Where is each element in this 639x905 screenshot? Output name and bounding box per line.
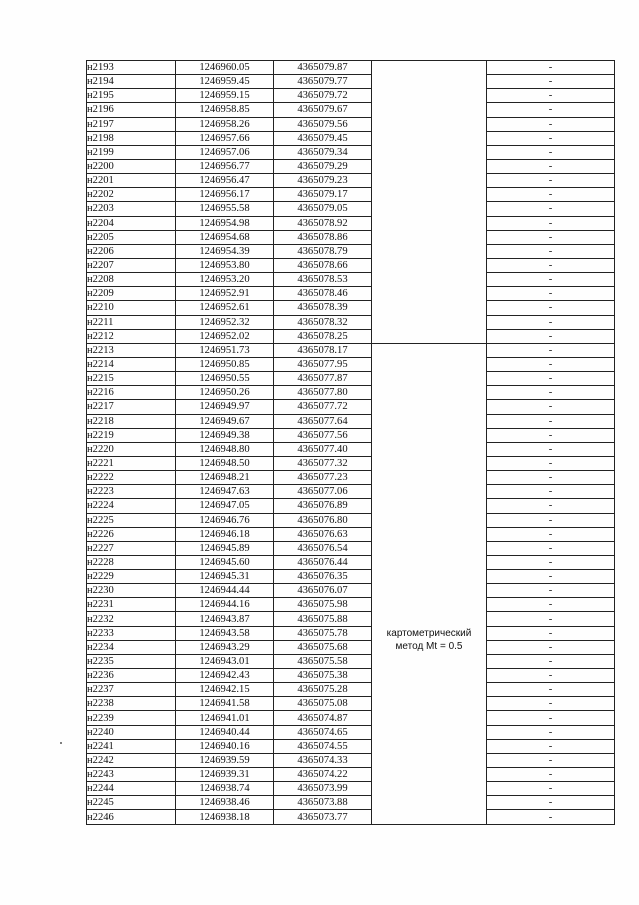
dash-cell: - [487,612,615,626]
x-coordinate-cell: 1246940.16 [176,739,274,753]
table-row [87,669,615,683]
y-coordinate-cell: 4365074.87 [274,711,372,725]
dash-cell: - [487,131,615,145]
x-coordinate-cell: 1246960.05 [176,61,274,75]
dash-cell: - [487,202,615,216]
x-coordinate-cell: 1246952.61 [176,301,274,315]
point-name-cell: н2194 [87,75,176,89]
table-row [87,456,615,470]
y-coordinate-cell: 4365078.66 [274,258,372,272]
x-coordinate-cell: 1246939.31 [176,768,274,782]
x-coordinate-cell: 1246942.43 [176,669,274,683]
point-name-cell: н2243 [87,768,176,782]
y-coordinate-cell: 4365077.23 [274,471,372,485]
dash-cell: - [487,301,615,315]
y-coordinate-cell: 4365075.58 [274,654,372,668]
point-name-cell: н2228 [87,555,176,569]
table-row [87,598,615,612]
y-coordinate-cell: 4365079.67 [274,103,372,117]
x-coordinate-cell: 1246947.63 [176,485,274,499]
table-row [87,442,615,456]
y-coordinate-cell: 4365076.07 [274,584,372,598]
x-coordinate-cell: 1246959.45 [176,75,274,89]
dash-cell: - [487,626,615,640]
point-name-cell: н2206 [87,244,176,258]
dash-cell: - [487,103,615,117]
y-coordinate-cell: 4365078.25 [274,329,372,343]
x-coordinate-cell: 1246954.98 [176,216,274,230]
table-row [87,640,615,654]
point-name-cell: н2217 [87,400,176,414]
point-name-cell: н2199 [87,145,176,159]
y-coordinate-cell: 4365078.46 [274,287,372,301]
point-name-cell: н2233 [87,626,176,640]
x-coordinate-cell: 1246958.85 [176,103,274,117]
x-coordinate-cell: 1246950.85 [176,357,274,371]
point-name-cell: н2237 [87,683,176,697]
x-coordinate-cell: 1246950.26 [176,386,274,400]
y-coordinate-cell: 4365078.86 [274,230,372,244]
y-coordinate-cell: 4365076.35 [274,570,372,584]
point-name-cell: н2224 [87,499,176,513]
dash-cell: - [487,174,615,188]
y-coordinate-cell: 4365076.44 [274,555,372,569]
dash-cell: - [487,343,615,357]
dash-cell: - [487,725,615,739]
x-coordinate-cell: 1246941.01 [176,711,274,725]
dash-cell: - [487,329,615,343]
y-coordinate-cell: 4365077.64 [274,414,372,428]
y-coordinate-cell: 4365079.56 [274,117,372,131]
point-name-cell: н2195 [87,89,176,103]
dash-cell: - [487,570,615,584]
dash-cell: - [487,782,615,796]
coordinates-table [86,60,615,825]
table-row [87,485,615,499]
table-row [87,89,615,103]
table-row [87,513,615,527]
point-name-cell: н2207 [87,258,176,272]
dash-cell: - [487,216,615,230]
table-row [87,796,615,810]
dash-cell: - [487,471,615,485]
point-name-cell: н2232 [87,612,176,626]
dash-cell: - [487,499,615,513]
y-coordinate-cell: 4365076.54 [274,541,372,555]
table-row [87,471,615,485]
dash-cell: - [487,527,615,541]
dash-cell: - [487,372,615,386]
table-row [87,103,615,117]
table-row [87,273,615,287]
dash-cell: - [487,386,615,400]
y-coordinate-cell: 4365074.55 [274,739,372,753]
dash-cell: - [487,697,615,711]
dash-cell: - [487,598,615,612]
table-row [87,188,615,202]
x-coordinate-cell: 1246953.20 [176,273,274,287]
x-coordinate-cell: 1246939.59 [176,753,274,767]
x-coordinate-cell: 1246954.39 [176,244,274,258]
dash-cell: - [487,669,615,683]
point-name-cell: н2197 [87,117,176,131]
dash-cell: - [487,230,615,244]
dash-cell: - [487,584,615,598]
point-name-cell: н2219 [87,428,176,442]
x-coordinate-cell: 1246949.67 [176,414,274,428]
dash-cell: - [487,739,615,753]
table-row [87,584,615,598]
y-coordinate-cell: 4365073.77 [274,810,372,824]
x-coordinate-cell: 1246956.47 [176,174,274,188]
y-coordinate-cell: 4365073.99 [274,782,372,796]
y-coordinate-cell: 4365078.32 [274,315,372,329]
y-coordinate-cell: 4365075.88 [274,612,372,626]
y-coordinate-cell: 4365077.72 [274,400,372,414]
point-name-cell: н2204 [87,216,176,230]
y-coordinate-cell: 4365079.34 [274,145,372,159]
point-name-cell: н2216 [87,386,176,400]
table-row [87,527,615,541]
x-coordinate-cell: 1246943.29 [176,640,274,654]
point-name-cell: н2211 [87,315,176,329]
dash-cell: - [487,428,615,442]
table-row [87,61,615,75]
table-row [87,753,615,767]
dash-cell: - [487,188,615,202]
point-name-cell: н2212 [87,329,176,343]
y-coordinate-cell: 4365078.17 [274,343,372,357]
x-coordinate-cell: 1246956.77 [176,159,274,173]
table-row [87,301,615,315]
dash-cell: - [487,513,615,527]
x-coordinate-cell: 1246948.50 [176,456,274,470]
y-coordinate-cell: 4365078.79 [274,244,372,258]
x-coordinate-cell: 1246943.01 [176,654,274,668]
y-coordinate-cell: 4365075.78 [274,626,372,640]
table-row [87,315,615,329]
x-coordinate-cell: 1246943.87 [176,612,274,626]
point-name-cell: н2208 [87,273,176,287]
y-coordinate-cell: 4365079.17 [274,188,372,202]
y-coordinate-cell: 4365078.92 [274,216,372,230]
table-row [87,570,615,584]
point-name-cell: н2238 [87,697,176,711]
x-coordinate-cell: 1246938.18 [176,810,274,824]
x-coordinate-cell: 1246943.58 [176,626,274,640]
dash-cell: - [487,159,615,173]
y-coordinate-cell: 4365078.39 [274,301,372,315]
point-name-cell: н2236 [87,669,176,683]
dash-cell: - [487,654,615,668]
y-coordinate-cell: 4365079.72 [274,89,372,103]
x-coordinate-cell: 1246946.18 [176,527,274,541]
point-name-cell: н2226 [87,527,176,541]
dash-cell: - [487,711,615,725]
table-row [87,117,615,131]
point-name-cell: н2225 [87,513,176,527]
point-name-cell: н2198 [87,131,176,145]
y-coordinate-cell: 4365078.53 [274,273,372,287]
x-coordinate-cell: 1246945.31 [176,570,274,584]
point-name-cell: н2214 [87,357,176,371]
y-coordinate-cell: 4365077.80 [274,386,372,400]
table-row [87,400,615,414]
dash-cell: - [487,541,615,555]
dash-cell: - [487,258,615,272]
table-row [87,343,615,357]
x-coordinate-cell: 1246948.21 [176,471,274,485]
point-name-cell: н2230 [87,584,176,598]
x-coordinate-cell: 1246957.66 [176,131,274,145]
point-name-cell: н2246 [87,810,176,824]
dash-cell: - [487,683,615,697]
x-coordinate-cell: 1246942.15 [176,683,274,697]
x-coordinate-cell: 1246952.91 [176,287,274,301]
y-coordinate-cell: 4365075.38 [274,669,372,683]
table-row [87,697,615,711]
table-row [87,626,615,640]
point-name-cell: н2202 [87,188,176,202]
point-name-cell: н2227 [87,541,176,555]
coordinates-table-body [87,61,615,825]
point-name-cell: н2205 [87,230,176,244]
dash-cell: - [487,357,615,371]
y-coordinate-cell: 4365076.89 [274,499,372,513]
method-cell-empty [372,61,487,344]
y-coordinate-cell: 4365077.32 [274,456,372,470]
table-row [87,230,615,244]
x-coordinate-cell: 1246945.89 [176,541,274,555]
y-coordinate-cell: 4365077.95 [274,357,372,371]
dash-cell: - [487,810,615,824]
point-name-cell: н2231 [87,598,176,612]
table-row [87,499,615,513]
dash-cell: - [487,456,615,470]
y-coordinate-cell: 4365075.68 [274,640,372,654]
point-name-cell: н2203 [87,202,176,216]
point-name-cell: н2223 [87,485,176,499]
method-cell [372,343,487,824]
dash-cell: - [487,442,615,456]
point-name-cell: н2200 [87,159,176,173]
point-name-cell: н2209 [87,287,176,301]
dash-cell: - [487,89,615,103]
table-row [87,372,615,386]
y-coordinate-cell: 4365073.88 [274,796,372,810]
table-row [87,258,615,272]
dash-cell: - [487,414,615,428]
x-coordinate-cell: 1246956.17 [176,188,274,202]
x-coordinate-cell: 1246944.16 [176,598,274,612]
table-row [87,782,615,796]
point-name-cell: н2222 [87,471,176,485]
table-row [87,414,615,428]
point-name-cell: н2201 [87,174,176,188]
dash-cell: - [487,117,615,131]
table-row [87,174,615,188]
x-coordinate-cell: 1246940.44 [176,725,274,739]
dash-cell: - [487,244,615,258]
point-name-cell: н2245 [87,796,176,810]
table-row [87,202,615,216]
point-name-cell: н2221 [87,456,176,470]
point-name-cell: н2241 [87,739,176,753]
table-row [87,654,615,668]
table-row [87,711,615,725]
table-row [87,357,615,371]
table-row [87,725,615,739]
table-row [87,386,615,400]
x-coordinate-cell: 1246950.55 [176,372,274,386]
y-coordinate-cell: 4365079.05 [274,202,372,216]
x-coordinate-cell: 1246954.68 [176,230,274,244]
point-name-cell: н2240 [87,725,176,739]
y-coordinate-cell: 4365077.56 [274,428,372,442]
point-name-cell: н2210 [87,301,176,315]
y-coordinate-cell: 4365077.40 [274,442,372,456]
table-row [87,612,615,626]
x-coordinate-cell: 1246947.05 [176,499,274,513]
y-coordinate-cell: 4365076.63 [274,527,372,541]
dash-cell: - [487,273,615,287]
x-coordinate-cell: 1246948.80 [176,442,274,456]
table-row [87,810,615,824]
x-coordinate-cell: 1246946.76 [176,513,274,527]
y-coordinate-cell: 4365077.06 [274,485,372,499]
table-row [87,768,615,782]
x-coordinate-cell: 1246952.02 [176,329,274,343]
table-row [87,683,615,697]
y-coordinate-cell: 4365079.45 [274,131,372,145]
x-coordinate-cell: 1246955.58 [176,202,274,216]
y-coordinate-cell: 4365079.23 [274,174,372,188]
y-coordinate-cell: 4365075.98 [274,598,372,612]
dash-cell: - [487,400,615,414]
dash-cell: - [487,796,615,810]
dash-cell: - [487,61,615,75]
scan-speck [60,742,62,744]
dash-cell: - [487,485,615,499]
y-coordinate-cell: 4365079.87 [274,61,372,75]
dash-cell: - [487,75,615,89]
x-coordinate-cell: 1246949.97 [176,400,274,414]
point-name-cell: н2220 [87,442,176,456]
point-name-cell: н2218 [87,414,176,428]
x-coordinate-cell: 1246945.60 [176,555,274,569]
x-coordinate-cell: 1246951.73 [176,343,274,357]
table-row [87,428,615,442]
x-coordinate-cell: 1246957.06 [176,145,274,159]
dash-cell: - [487,287,615,301]
dash-cell: - [487,555,615,569]
dash-cell: - [487,640,615,654]
y-coordinate-cell: 4365074.33 [274,753,372,767]
x-coordinate-cell: 1246959.15 [176,89,274,103]
dash-cell: - [487,753,615,767]
table-row [87,555,615,569]
y-coordinate-cell: 4365079.77 [274,75,372,89]
y-coordinate-cell: 4365075.08 [274,697,372,711]
table-row [87,541,615,555]
table-row [87,329,615,343]
x-coordinate-cell: 1246958.26 [176,117,274,131]
table-row [87,287,615,301]
point-name-cell: н2215 [87,372,176,386]
table-row [87,159,615,173]
y-coordinate-cell: 4365075.28 [274,683,372,697]
y-coordinate-cell: 4365074.22 [274,768,372,782]
dash-cell: - [487,768,615,782]
table-row [87,739,615,753]
point-name-cell: н2239 [87,711,176,725]
method-label: картометрический метод Mt = 0.5 [386,627,472,652]
point-name-cell: н2193 [87,61,176,75]
x-coordinate-cell: 1246949.38 [176,428,274,442]
table-row [87,244,615,258]
y-coordinate-cell: 4365079.29 [274,159,372,173]
point-name-cell: н2235 [87,654,176,668]
table-row [87,75,615,89]
table-row [87,216,615,230]
y-coordinate-cell: 4365076.80 [274,513,372,527]
table-row [87,131,615,145]
table-row [87,145,615,159]
y-coordinate-cell: 4365074.65 [274,725,372,739]
point-name-cell: н2229 [87,570,176,584]
y-coordinate-cell: 4365077.87 [274,372,372,386]
point-name-cell: н2234 [87,640,176,654]
point-name-cell: н2196 [87,103,176,117]
x-coordinate-cell: 1246944.44 [176,584,274,598]
point-name-cell: н2213 [87,343,176,357]
dash-cell: - [487,315,615,329]
point-name-cell: н2244 [87,782,176,796]
x-coordinate-cell: 1246938.74 [176,782,274,796]
x-coordinate-cell: 1246938.46 [176,796,274,810]
dash-cell: - [487,145,615,159]
x-coordinate-cell: 1246941.58 [176,697,274,711]
point-name-cell: н2242 [87,753,176,767]
x-coordinate-cell: 1246952.32 [176,315,274,329]
x-coordinate-cell: 1246953.80 [176,258,274,272]
